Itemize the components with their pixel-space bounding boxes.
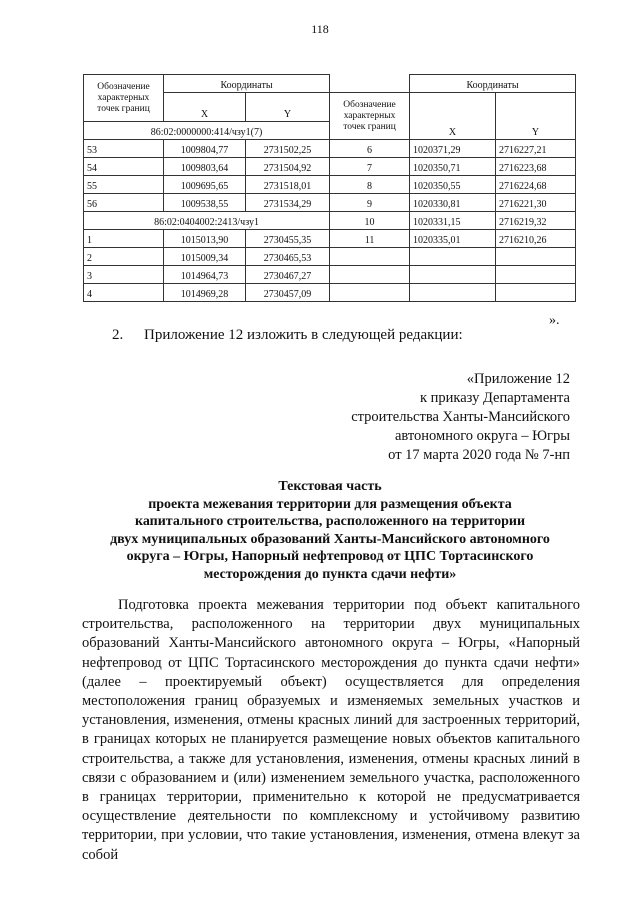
point-id-cell bbox=[330, 284, 410, 302]
point-id-cell: 7 bbox=[330, 158, 410, 176]
point-id-cell: 3 bbox=[84, 266, 164, 284]
x-cell bbox=[410, 266, 496, 284]
point-id-cell: 4 bbox=[84, 284, 164, 302]
header-coordinates: Координаты bbox=[410, 75, 576, 93]
table-row bbox=[84, 212, 576, 230]
table-row bbox=[84, 158, 576, 176]
addressee-line: строительства Ханты-Мансийского bbox=[351, 409, 570, 425]
y-cell: 2730467,27 bbox=[246, 266, 330, 284]
group-label-cell: 86:02:0404002:2413/чзу1 bbox=[84, 212, 330, 230]
title-line: месторождения до пункта сдачи нефти» bbox=[203, 566, 457, 582]
header-y: Y bbox=[246, 93, 330, 122]
point-id-cell: 10 bbox=[330, 212, 410, 230]
coordinates-table bbox=[83, 74, 576, 302]
point-id-cell: 6 bbox=[330, 140, 410, 158]
x-cell bbox=[410, 248, 496, 266]
table-row bbox=[84, 230, 576, 248]
y-cell bbox=[496, 284, 576, 302]
x-cell: 1009695,65 bbox=[164, 176, 246, 194]
x-cell: 1020335,01 bbox=[410, 230, 496, 248]
x-cell: 1020350,55 bbox=[410, 176, 496, 194]
x-cell bbox=[410, 284, 496, 302]
point-id-cell: 2 bbox=[84, 248, 164, 266]
y-cell: 2716210,26 bbox=[496, 230, 576, 248]
table-row bbox=[84, 140, 576, 158]
table-row bbox=[84, 266, 576, 284]
y-cell: 2716224,68 bbox=[496, 176, 576, 194]
y-cell: 2731534,29 bbox=[246, 194, 330, 212]
point-id-cell: 9 bbox=[330, 194, 410, 212]
point-id-cell: 53 bbox=[84, 140, 164, 158]
page-number: 118 bbox=[311, 22, 329, 36]
list-item-2 bbox=[112, 327, 463, 344]
y-cell bbox=[496, 248, 576, 266]
header-designation: Обозначение характерных точек границ bbox=[330, 93, 410, 140]
y-cell: 2730465,53 bbox=[246, 248, 330, 266]
x-cell: 1014964,73 bbox=[164, 266, 246, 284]
x-cell: 1015013,90 bbox=[164, 230, 246, 248]
header-coordinates: Координаты bbox=[164, 75, 330, 93]
y-cell: 2716221,30 bbox=[496, 194, 576, 212]
point-id-cell: 8 bbox=[330, 176, 410, 194]
header-spacer bbox=[330, 75, 410, 93]
point-id-cell: 55 bbox=[84, 176, 164, 194]
point-id-cell: 11 bbox=[330, 230, 410, 248]
x-cell: 1020331,15 bbox=[410, 212, 496, 230]
y-cell: 2730455,35 bbox=[246, 230, 330, 248]
document-title bbox=[70, 478, 590, 583]
x-cell: 1020350,71 bbox=[410, 158, 496, 176]
title-line: округа – Югры, Напорный нефтепровод от ЦПС Тортасинского bbox=[126, 549, 534, 564]
title-line: проекта межевания территории для размещения объекта bbox=[148, 496, 512, 512]
x-cell: 1015009,34 bbox=[164, 248, 246, 266]
table-row bbox=[84, 176, 576, 194]
x-cell: 1009803,64 bbox=[164, 158, 246, 176]
point-id-cell bbox=[330, 266, 410, 284]
point-id-cell: 56 bbox=[84, 194, 164, 212]
x-cell: 1009804,77 bbox=[164, 140, 246, 158]
y-cell bbox=[496, 266, 576, 284]
point-id-cell bbox=[330, 248, 410, 266]
header-designation: Обозначение характерных точек границ bbox=[84, 75, 164, 122]
appendix-addressee bbox=[351, 370, 570, 465]
title-line: Текстовая часть bbox=[278, 479, 382, 494]
x-cell: 1020330,81 bbox=[410, 194, 496, 212]
header-row bbox=[84, 75, 576, 93]
y-cell: 2731504,92 bbox=[246, 158, 330, 176]
point-id-cell: 54 bbox=[84, 158, 164, 176]
point-id-cell: 1 bbox=[84, 230, 164, 248]
x-cell: 1020371,29 bbox=[410, 140, 496, 158]
addressee-line: «Приложение 12 bbox=[466, 371, 570, 387]
y-cell: 2716219,32 bbox=[496, 212, 576, 230]
addressee-line: от 17 марта 2020 года № 7-нп bbox=[388, 447, 570, 463]
header-x: X bbox=[164, 93, 246, 122]
x-cell: 1014969,28 bbox=[164, 284, 246, 302]
header-x: X bbox=[410, 93, 496, 140]
addressee-line: автономного округа – Югры bbox=[394, 428, 570, 444]
y-cell: 2716227,21 bbox=[496, 140, 576, 158]
body-paragraph: Подготовка проекта межевания территории под объект капитального строительства, расположенного на территории двух муниципальных образований Ханты-Мансийского автономного округа – Югры, «Напорный нефтепровод от ЦПС Тортасинского месторождения до пункта сдачи нефти» (далее – проектируемый объект) осуществляется для определения местоположения границ образуемых и изменяемых земельных участков и установления, изменения, отмены красных линий для застроенных территорий, в границах которых не планируется размещение новых объектов капитального строительства, а также для установления, изменения, отмены красных линий в связи с образованием и (или) изменением земельного участка, расположенного в границах территории, применительно к которой не предусматривается осуществление деятельности по комплексному и устойчивому развитию территории, при условии, что такие установления, изменения, отмена влекут за собой bbox=[82, 597, 580, 863]
title-line: двух муниципальных образований Ханты-Мансийского автономного bbox=[110, 531, 550, 547]
group-label-cell: 86:02:0000000:414/чзу1(7) bbox=[84, 122, 330, 140]
table-row bbox=[84, 194, 576, 212]
table-row bbox=[84, 248, 576, 266]
quote-end: ». bbox=[549, 313, 560, 328]
y-cell: 2730457,09 bbox=[246, 284, 330, 302]
y-cell: 2731502,25 bbox=[246, 140, 330, 158]
y-cell: 2731518,01 bbox=[246, 176, 330, 194]
x-cell: 1009538,55 bbox=[164, 194, 246, 212]
title-line: капитального строительства, расположенного на территории bbox=[134, 514, 526, 529]
addressee-line: к приказу Департамента bbox=[419, 390, 570, 406]
item-text: Приложение 12 изложить в следующей редакции: bbox=[144, 327, 463, 343]
header-y: Y bbox=[496, 93, 576, 140]
item-number: 2. bbox=[112, 327, 124, 343]
table-row bbox=[84, 284, 576, 302]
y-cell: 2716223,68 bbox=[496, 158, 576, 176]
